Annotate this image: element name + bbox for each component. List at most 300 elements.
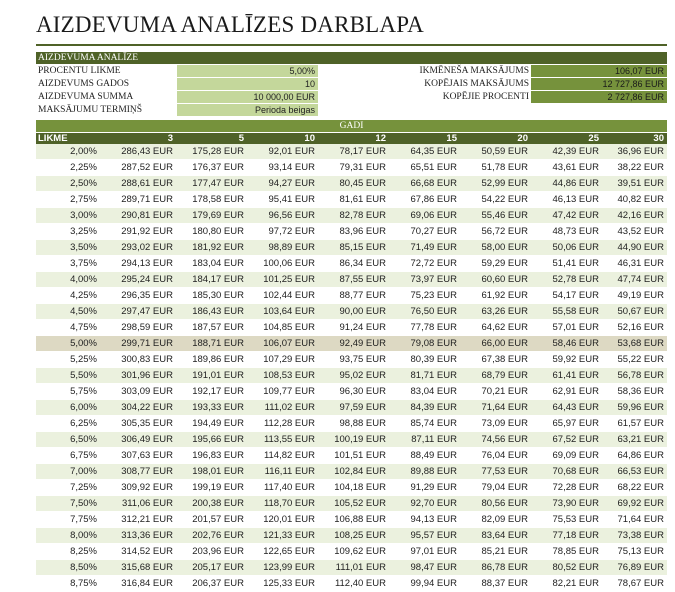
payment-cell[interactable]: 203,96 EUR (176, 544, 247, 560)
payment-cell[interactable]: 106,07 EUR (247, 336, 318, 352)
rate-cell[interactable]: 2,00% (36, 144, 105, 160)
payment-cell[interactable]: 94,13 EUR (389, 512, 460, 528)
table-row (36, 144, 667, 160)
payment-cell[interactable]: 63,21 EUR (602, 432, 667, 448)
payment-cell[interactable]: 77,18 EUR (531, 528, 602, 544)
payment-cell[interactable]: 311,06 EUR (105, 496, 176, 512)
payment-cell[interactable]: 60,60 EUR (460, 272, 531, 288)
payment-cell[interactable]: 47,74 EUR (602, 272, 667, 288)
payment-cell[interactable]: 314,52 EUR (105, 544, 176, 560)
payment-cell[interactable]: 193,33 EUR (176, 400, 247, 416)
payment-cell[interactable]: 108,53 EUR (247, 368, 318, 384)
rate-cell[interactable]: 3,75% (36, 256, 105, 272)
monthly-payment-value: 106,07 EUR (531, 65, 667, 77)
payment-cell[interactable]: 46,13 EUR (531, 192, 602, 208)
table-row (36, 432, 667, 448)
payment-cell[interactable]: 83,64 EUR (460, 528, 531, 544)
rate-cell[interactable]: 6,25% (36, 416, 105, 432)
table-row (36, 464, 667, 480)
payment-cell[interactable]: 73,38 EUR (602, 528, 667, 544)
payment-cell[interactable]: 82,09 EUR (460, 512, 531, 528)
payment-cell[interactable]: 315,68 EUR (105, 560, 176, 576)
payment-cell[interactable]: 70,21 EUR (460, 384, 531, 400)
payment-cell[interactable]: 294,13 EUR (105, 256, 176, 272)
payment-cell[interactable]: 52,78 EUR (531, 272, 602, 288)
payment-cell[interactable]: 64,86 EUR (602, 448, 667, 464)
payment-cell[interactable]: 101,51 EUR (318, 448, 389, 464)
payment-cell[interactable]: 52,16 EUR (602, 320, 667, 336)
payment-cell[interactable]: 61,41 EUR (531, 368, 602, 384)
payment-cell[interactable]: 104,18 EUR (318, 480, 389, 496)
table-row (36, 192, 667, 208)
payment-cell[interactable]: 62,91 EUR (531, 384, 602, 400)
payment-cell[interactable]: 79,31 EUR (318, 160, 389, 176)
payment-cell[interactable]: 39,51 EUR (602, 176, 667, 192)
payment-cell[interactable]: 66,68 EUR (389, 176, 460, 192)
payment-cell[interactable]: 187,57 EUR (176, 320, 247, 336)
payment-cell[interactable]: 47,42 EUR (531, 208, 602, 224)
payment-cell[interactable]: 85,21 EUR (460, 544, 531, 560)
payment-cell[interactable]: 66,53 EUR (602, 464, 667, 480)
payment-cell[interactable]: 75,23 EUR (389, 288, 460, 304)
years-header: GADI (36, 120, 667, 132)
payment-cell[interactable]: 40,82 EUR (602, 192, 667, 208)
payment-cell[interactable]: 176,37 EUR (176, 160, 247, 176)
table-header-row (36, 133, 667, 144)
interest-rate-field[interactable]: 5,00% (177, 65, 318, 77)
payment-cell[interactable]: 95,41 EUR (247, 192, 318, 208)
payment-cell[interactable]: 121,33 EUR (247, 528, 318, 544)
rate-cell[interactable]: 4,75% (36, 320, 105, 336)
payment-cell[interactable]: 78,17 EUR (318, 144, 389, 160)
payment-cell[interactable]: 82,21 EUR (531, 576, 602, 592)
table-row (36, 352, 667, 368)
payment-cell[interactable]: 92,49 EUR (318, 336, 389, 352)
payment-cell[interactable]: 202,76 EUR (176, 528, 247, 544)
table-row (36, 304, 667, 320)
payment-cell[interactable]: 123,99 EUR (247, 560, 318, 576)
payment-cell[interactable]: 57,01 EUR (531, 320, 602, 336)
table-row (36, 256, 667, 272)
payment-cell[interactable]: 98,47 EUR (389, 560, 460, 576)
payment-cell[interactable]: 206,37 EUR (176, 576, 247, 592)
payment-cell[interactable]: 93,75 EUR (318, 352, 389, 368)
payment-cell[interactable]: 92,70 EUR (389, 496, 460, 512)
table-row (36, 560, 667, 576)
payment-cell[interactable]: 95,02 EUR (318, 368, 389, 384)
payment-cell[interactable]: 194,49 EUR (176, 416, 247, 432)
rate-cell[interactable]: 5,25% (36, 352, 105, 368)
total-interest-value: 2 727,86 EUR (531, 91, 667, 103)
payment-cell[interactable]: 186,43 EUR (176, 304, 247, 320)
payment-cell[interactable]: 53,68 EUR (602, 336, 667, 352)
payment-cell[interactable]: 80,56 EUR (460, 496, 531, 512)
payment-cell[interactable]: 199,19 EUR (176, 480, 247, 496)
payment-cell[interactable]: 287,52 EUR (105, 160, 176, 176)
payment-table (36, 133, 667, 592)
payment-cell[interactable]: 86,78 EUR (460, 560, 531, 576)
payment-cell[interactable]: 58,00 EUR (460, 240, 531, 256)
payment-cell[interactable]: 44,90 EUR (602, 240, 667, 256)
payment-cell[interactable]: 109,77 EUR (247, 384, 318, 400)
payment-term-field[interactable]: Perioda beigas (177, 104, 318, 116)
rate-cell[interactable]: 7,25% (36, 480, 105, 496)
payment-cell[interactable]: 86,34 EUR (318, 256, 389, 272)
payment-cell[interactable]: 91,29 EUR (389, 480, 460, 496)
payment-cell[interactable]: 76,04 EUR (460, 448, 531, 464)
payment-cell[interactable]: 67,38 EUR (460, 352, 531, 368)
payment-cell[interactable]: 82,78 EUR (318, 208, 389, 224)
payment-cell[interactable]: 120,01 EUR (247, 512, 318, 528)
payment-cell[interactable]: 122,65 EUR (247, 544, 318, 560)
payment-cell[interactable]: 293,02 EUR (105, 240, 176, 256)
payment-cell[interactable]: 111,01 EUR (318, 560, 389, 576)
payment-cell[interactable]: 79,04 EUR (460, 480, 531, 496)
rate-cell[interactable]: 5,00% (36, 336, 105, 352)
payment-cell[interactable]: 77,78 EUR (389, 320, 460, 336)
input-row-loan-amount (36, 91, 667, 104)
payment-cell[interactable]: 49,19 EUR (602, 288, 667, 304)
payment-cell[interactable]: 286,43 EUR (105, 144, 176, 160)
loan-inputs-panel (36, 65, 667, 117)
payment-cell[interactable]: 312,21 EUR (105, 512, 176, 528)
payment-cell[interactable]: 175,28 EUR (176, 144, 247, 160)
payment-cell[interactable]: 59,96 EUR (602, 400, 667, 416)
payment-cell[interactable]: 297,47 EUR (105, 304, 176, 320)
payment-cell[interactable]: 83,96 EUR (318, 224, 389, 240)
payment-cell[interactable]: 98,88 EUR (318, 416, 389, 432)
payment-cell[interactable]: 303,09 EUR (105, 384, 176, 400)
payment-cell[interactable]: 80,39 EUR (389, 352, 460, 368)
payment-cell[interactable]: 64,35 EUR (389, 144, 460, 160)
payment-cell[interactable]: 89,88 EUR (389, 464, 460, 480)
payment-cell[interactable]: 48,73 EUR (531, 224, 602, 240)
payment-cell[interactable]: 75,53 EUR (531, 512, 602, 528)
payment-cell[interactable]: 308,77 EUR (105, 464, 176, 480)
payment-cell[interactable]: 103,64 EUR (247, 304, 318, 320)
payment-cell[interactable]: 46,31 EUR (602, 256, 667, 272)
column-header-years: 12 (318, 133, 389, 144)
payment-cell[interactable]: 102,84 EUR (318, 464, 389, 480)
table-row (36, 480, 667, 496)
page-title: AIZDEVUMA ANALĪZES DARBLAPA (36, 12, 424, 37)
column-header-years: 5 (176, 133, 247, 144)
rate-cell[interactable]: 4,50% (36, 304, 105, 320)
payment-cell[interactable]: 198,01 EUR (176, 464, 247, 480)
payment-cell[interactable]: 316,84 EUR (105, 576, 176, 592)
payment-cell[interactable]: 105,52 EUR (318, 496, 389, 512)
rate-cell[interactable]: 6,00% (36, 400, 105, 416)
table-row (36, 544, 667, 560)
payment-cell[interactable]: 54,17 EUR (531, 288, 602, 304)
table-row (36, 224, 667, 240)
title-divider (36, 44, 667, 46)
loan-years-label: AIZDEVUMS GADOS (38, 79, 130, 89)
table-row (36, 336, 667, 352)
table-row (36, 208, 667, 224)
payment-cell[interactable]: 100,06 EUR (247, 256, 318, 272)
payment-cell[interactable]: 180,80 EUR (176, 224, 247, 240)
payment-cell[interactable]: 118,70 EUR (247, 496, 318, 512)
payment-cell[interactable]: 43,52 EUR (602, 224, 667, 240)
column-header-years: 30 (602, 133, 667, 144)
payment-cell[interactable]: 301,96 EUR (105, 368, 176, 384)
payment-cell[interactable]: 185,30 EUR (176, 288, 247, 304)
payment-cell[interactable]: 51,78 EUR (460, 160, 531, 176)
total-payment-label: KOPĒJAIS MAKSĀJUMS (424, 79, 529, 89)
payment-cell[interactable]: 85,74 EUR (389, 416, 460, 432)
payment-cell[interactable]: 80,45 EUR (318, 176, 389, 192)
payment-cell[interactable]: 178,58 EUR (176, 192, 247, 208)
rate-cell[interactable]: 8,25% (36, 544, 105, 560)
rate-cell[interactable]: 7,50% (36, 496, 105, 512)
payment-cell[interactable]: 201,57 EUR (176, 512, 247, 528)
payment-cell[interactable]: 72,28 EUR (531, 480, 602, 496)
payment-cell[interactable]: 107,29 EUR (247, 352, 318, 368)
table-row (36, 528, 667, 544)
payment-cell[interactable]: 205,17 EUR (176, 560, 247, 576)
payment-cell[interactable]: 289,71 EUR (105, 192, 176, 208)
payment-cell[interactable]: 179,69 EUR (176, 208, 247, 224)
payment-cell[interactable]: 306,49 EUR (105, 432, 176, 448)
column-header-rate: LIKME (36, 133, 105, 144)
payment-term-label: MAKSĀJUMU TERMIŅŠ (38, 105, 143, 115)
table-row (36, 576, 667, 592)
table-row (36, 240, 667, 256)
total-payment-value: 12 727,86 EUR (531, 78, 667, 90)
table-row (36, 368, 667, 384)
payment-cell[interactable]: 67,52 EUR (531, 432, 602, 448)
payment-cell[interactable]: 95,57 EUR (389, 528, 460, 544)
payment-cell[interactable]: 300,83 EUR (105, 352, 176, 368)
payment-cell[interactable]: 73,90 EUR (531, 496, 602, 512)
rate-cell[interactable]: 3,50% (36, 240, 105, 256)
column-header-years: 15 (389, 133, 460, 144)
column-header-years: 20 (460, 133, 531, 144)
payment-cell[interactable]: 101,25 EUR (247, 272, 318, 288)
payment-cell[interactable]: 88,77 EUR (318, 288, 389, 304)
payment-cell[interactable]: 81,71 EUR (389, 368, 460, 384)
payment-cell[interactable]: 291,92 EUR (105, 224, 176, 240)
payment-cell[interactable]: 67,86 EUR (389, 192, 460, 208)
payment-cell[interactable]: 188,71 EUR (176, 336, 247, 352)
payment-cell[interactable]: 97,59 EUR (318, 400, 389, 416)
payment-cell[interactable]: 69,06 EUR (389, 208, 460, 224)
payment-cell[interactable]: 74,56 EUR (460, 432, 531, 448)
payment-cell[interactable]: 61,57 EUR (602, 416, 667, 432)
payment-cell[interactable]: 106,88 EUR (318, 512, 389, 528)
payment-cell[interactable]: 51,41 EUR (531, 256, 602, 272)
payment-cell[interactable]: 93,14 EUR (247, 160, 318, 176)
rate-cell[interactable]: 7,75% (36, 512, 105, 528)
rate-cell[interactable]: 2,75% (36, 192, 105, 208)
rate-cell[interactable]: 2,50% (36, 176, 105, 192)
payment-cell[interactable]: 84,39 EUR (389, 400, 460, 416)
payment-cell[interactable]: 78,67 EUR (602, 576, 667, 592)
payment-cell[interactable]: 200,38 EUR (176, 496, 247, 512)
payment-cell[interactable]: 42,16 EUR (602, 208, 667, 224)
payment-cell[interactable]: 113,55 EUR (247, 432, 318, 448)
payment-cell[interactable]: 61,92 EUR (460, 288, 531, 304)
payment-cell[interactable]: 75,13 EUR (602, 544, 667, 560)
payment-cell[interactable]: 44,86 EUR (531, 176, 602, 192)
payment-cell[interactable]: 114,82 EUR (247, 448, 318, 464)
payment-cell[interactable]: 59,29 EUR (460, 256, 531, 272)
payment-cell[interactable]: 288,61 EUR (105, 176, 176, 192)
payment-cell[interactable]: 85,15 EUR (318, 240, 389, 256)
payment-cell[interactable]: 296,35 EUR (105, 288, 176, 304)
payment-cell[interactable]: 181,92 EUR (176, 240, 247, 256)
payment-cell[interactable]: 299,71 EUR (105, 336, 176, 352)
rate-cell[interactable]: 7,00% (36, 464, 105, 480)
payment-cell[interactable]: 111,02 EUR (247, 400, 318, 416)
payment-cell[interactable]: 88,49 EUR (389, 448, 460, 464)
payment-cell[interactable]: 50,59 EUR (460, 144, 531, 160)
payment-cell[interactable]: 307,63 EUR (105, 448, 176, 464)
payment-cell[interactable]: 38,22 EUR (602, 160, 667, 176)
payment-cell[interactable]: 183,04 EUR (176, 256, 247, 272)
payment-cell[interactable]: 112,40 EUR (318, 576, 389, 592)
loan-years-field[interactable]: 10 (177, 78, 318, 90)
payment-cell[interactable]: 90,00 EUR (318, 304, 389, 320)
payment-cell[interactable]: 76,50 EUR (389, 304, 460, 320)
payment-cell[interactable]: 92,01 EUR (247, 144, 318, 160)
payment-cell[interactable]: 64,62 EUR (460, 320, 531, 336)
payment-cell[interactable]: 65,51 EUR (389, 160, 460, 176)
payment-cell[interactable]: 177,47 EUR (176, 176, 247, 192)
payment-cell[interactable]: 104,85 EUR (247, 320, 318, 336)
payment-cell[interactable]: 70,27 EUR (389, 224, 460, 240)
payment-cell[interactable]: 91,24 EUR (318, 320, 389, 336)
payment-cell[interactable]: 78,85 EUR (531, 544, 602, 560)
rate-cell[interactable]: 8,75% (36, 576, 105, 592)
payment-cell[interactable]: 52,99 EUR (460, 176, 531, 192)
payment-cell[interactable]: 112,28 EUR (247, 416, 318, 432)
payment-cell[interactable]: 97,01 EUR (389, 544, 460, 560)
column-header-years: 25 (531, 133, 602, 144)
payment-cell[interactable]: 80,52 EUR (531, 560, 602, 576)
payment-cell[interactable]: 88,37 EUR (460, 576, 531, 592)
payment-cell[interactable]: 83,04 EUR (389, 384, 460, 400)
payment-cell[interactable]: 55,22 EUR (602, 352, 667, 368)
payment-cell[interactable]: 55,58 EUR (531, 304, 602, 320)
rate-cell[interactable]: 8,00% (36, 528, 105, 544)
payment-cell[interactable]: 50,06 EUR (531, 240, 602, 256)
payment-cell[interactable]: 59,92 EUR (531, 352, 602, 368)
input-row-interest-rate (36, 65, 667, 78)
payment-cell[interactable]: 189,86 EUR (176, 352, 247, 368)
table-row (36, 384, 667, 400)
rate-cell[interactable]: 4,00% (36, 272, 105, 288)
rate-cell[interactable]: 6,75% (36, 448, 105, 464)
payment-cell[interactable]: 125,33 EUR (247, 576, 318, 592)
payment-cell[interactable]: 68,79 EUR (460, 368, 531, 384)
payment-cell[interactable]: 68,22 EUR (602, 480, 667, 496)
payment-cell[interactable]: 116,11 EUR (247, 464, 318, 480)
payment-cell[interactable]: 192,17 EUR (176, 384, 247, 400)
payment-cell[interactable]: 98,89 EUR (247, 240, 318, 256)
payment-cell[interactable]: 77,53 EUR (460, 464, 531, 480)
payment-cell[interactable]: 195,66 EUR (176, 432, 247, 448)
payment-cell[interactable]: 36,96 EUR (602, 144, 667, 160)
payment-cell[interactable]: 58,46 EUR (531, 336, 602, 352)
table-row (36, 448, 667, 464)
payment-cell[interactable]: 56,78 EUR (602, 368, 667, 384)
payment-cell[interactable]: 42,39 EUR (531, 144, 602, 160)
payment-cell[interactable]: 56,72 EUR (460, 224, 531, 240)
column-header-years: 10 (247, 133, 318, 144)
payment-cell[interactable]: 99,94 EUR (389, 576, 460, 592)
payment-cell[interactable]: 96,30 EUR (318, 384, 389, 400)
rate-cell[interactable]: 2,25% (36, 160, 105, 176)
payment-cell[interactable]: 69,92 EUR (602, 496, 667, 512)
payment-cell[interactable]: 66,00 EUR (460, 336, 531, 352)
payment-cell[interactable]: 87,11 EUR (389, 432, 460, 448)
payment-cell[interactable]: 81,61 EUR (318, 192, 389, 208)
payment-cell[interactable]: 72,72 EUR (389, 256, 460, 272)
loan-amount-field[interactable]: 10 000,00 EUR (177, 91, 318, 103)
payment-cell[interactable]: 50,67 EUR (602, 304, 667, 320)
payment-cell[interactable]: 76,89 EUR (602, 560, 667, 576)
payment-cell[interactable]: 71,64 EUR (602, 512, 667, 528)
rate-cell[interactable]: 8,50% (36, 560, 105, 576)
payment-cell[interactable]: 304,22 EUR (105, 400, 176, 416)
payment-cell[interactable]: 55,46 EUR (460, 208, 531, 224)
rate-cell[interactable]: 5,50% (36, 368, 105, 384)
payment-cell[interactable]: 313,36 EUR (105, 528, 176, 544)
payment-cell[interactable]: 43,61 EUR (531, 160, 602, 176)
payment-cell[interactable]: 94,27 EUR (247, 176, 318, 192)
payment-cell[interactable]: 64,43 EUR (531, 400, 602, 416)
payment-cell[interactable]: 102,44 EUR (247, 288, 318, 304)
rate-cell[interactable]: 5,75% (36, 384, 105, 400)
rate-cell[interactable]: 4,25% (36, 288, 105, 304)
rate-cell[interactable]: 3,00% (36, 208, 105, 224)
payment-cell[interactable]: 305,35 EUR (105, 416, 176, 432)
payment-cell[interactable]: 184,17 EUR (176, 272, 247, 288)
rate-cell[interactable]: 3,25% (36, 224, 105, 240)
payment-cell[interactable]: 58,36 EUR (602, 384, 667, 400)
payment-cell[interactable]: 87,55 EUR (318, 272, 389, 288)
payment-cell[interactable]: 309,92 EUR (105, 480, 176, 496)
payment-cell[interactable]: 100,19 EUR (318, 432, 389, 448)
payment-cell[interactable]: 71,64 EUR (460, 400, 531, 416)
rate-cell[interactable]: 6,50% (36, 432, 105, 448)
table-row (36, 176, 667, 192)
payment-cell[interactable]: 96,56 EUR (247, 208, 318, 224)
payment-cell[interactable]: 69,09 EUR (531, 448, 602, 464)
payment-cell[interactable]: 71,49 EUR (389, 240, 460, 256)
payment-cell[interactable]: 54,22 EUR (460, 192, 531, 208)
payment-cell[interactable]: 295,24 EUR (105, 272, 176, 288)
payment-cell[interactable]: 196,83 EUR (176, 448, 247, 464)
table-row (36, 496, 667, 512)
payment-cell[interactable]: 117,40 EUR (247, 480, 318, 496)
payment-cell[interactable]: 70,68 EUR (531, 464, 602, 480)
payment-cell[interactable]: 109,62 EUR (318, 544, 389, 560)
total-interest-label: KOPĒJIE PROCENTI (442, 92, 529, 102)
payment-cell[interactable]: 108,25 EUR (318, 528, 389, 544)
payment-cell[interactable]: 73,09 EUR (460, 416, 531, 432)
payment-cell[interactable]: 79,08 EUR (389, 336, 460, 352)
payment-cell[interactable]: 65,97 EUR (531, 416, 602, 432)
payment-cell[interactable]: 298,59 EUR (105, 320, 176, 336)
payment-cell[interactable]: 63,26 EUR (460, 304, 531, 320)
payment-cell[interactable]: 97,72 EUR (247, 224, 318, 240)
payment-cell[interactable]: 73,97 EUR (389, 272, 460, 288)
payment-cell[interactable]: 290,81 EUR (105, 208, 176, 224)
payment-cell[interactable]: 191,01 EUR (176, 368, 247, 384)
